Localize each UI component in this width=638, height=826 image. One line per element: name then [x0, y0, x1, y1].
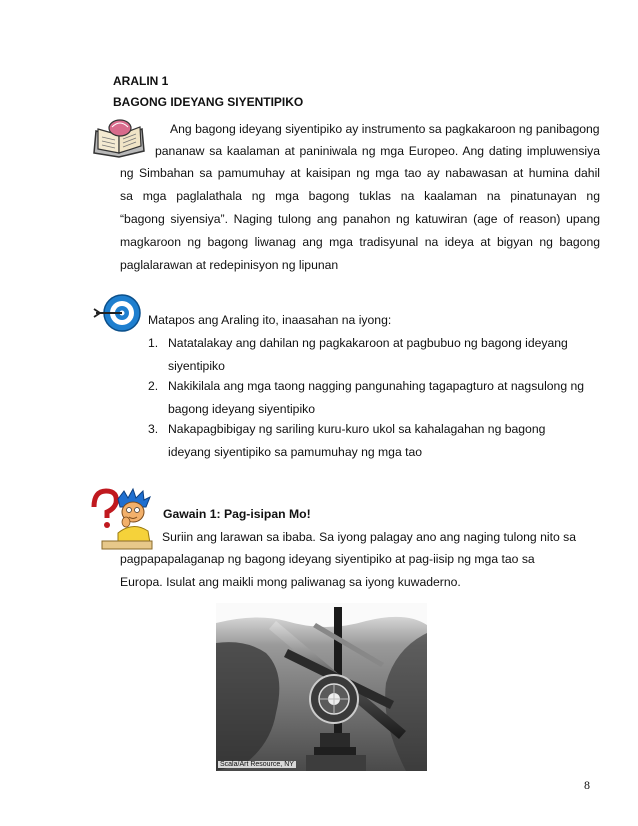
lesson-label: ARALIN 1 [113, 74, 169, 88]
objective-item-1 [148, 331, 608, 379]
objective-item-3 [148, 417, 608, 465]
photo-caption: Scala/Art Resource, NY [220, 761, 294, 768]
objective-text-cont: bagong ideyang siyentipiko [168, 402, 316, 416]
thinking-student-icon [88, 485, 160, 551]
lesson-title: BAGONG IDEYANG SIYENTIPIKO [113, 95, 304, 109]
objective-text: Nakikilala ang mga taong nagging pangunahing tagapagturo at nagsulong ng [168, 379, 585, 393]
objective-number: 2. [148, 379, 159, 393]
intro-line-5: “bagong siyensiya”. Naging tulong ang panahon ng katuwiran (age of reason) upang [120, 212, 600, 226]
intro-line-3: ng Simbahan sa pamumuhay at kaisipan ng mga tao ay nabawasan at humina dahil [120, 166, 600, 180]
activity-title: Gawain 1: Pag-isipan Mo! [163, 507, 311, 521]
activity-line-2: pagpapapalaganap ng bagong ideyang siyentipiko at pag-iisip ng mga tao sa [120, 552, 535, 566]
book-icon [90, 117, 148, 159]
page-number: 8 [584, 778, 590, 792]
objective-text-cont: siyentipiko [168, 359, 225, 373]
objective-number: 1. [148, 336, 159, 350]
intro-line-6: magkaroon ng bagong liwanag ang mga tradisyunal na ideya at bigyan ng bagong [120, 235, 600, 249]
intro-line-1: Ang bagong ideyang siyentipiko ay instrumento sa pagkakaroon ng panibagong [170, 122, 600, 136]
objective-item-2 [148, 374, 608, 422]
objective-text: Nakapagbibigay ng sariling kuru-kuro ukol sa kahalagahan ng bagong [168, 422, 546, 436]
target-icon [92, 290, 142, 336]
intro-line-2: pananaw sa kaalaman at paniniwala ng mga Europeo. Ang dating impluwensiya [155, 144, 600, 158]
activity-line-3: Europa. Isulat ang maikli mong paliwanag sa iyong kuwaderno. [120, 575, 461, 589]
objective-number: 3. [148, 422, 159, 436]
intro-line-7: paglalarawan at redepinisyon ng lipunan [120, 258, 339, 272]
objectives-intro: Matapos ang Araling ito, inaasahan na iyong: [148, 313, 392, 327]
activity-line-1: Suriin ang larawan sa ibaba. Sa iyong palagay ano ang naging tulong nito sa [162, 530, 577, 544]
instrument-photo [216, 603, 427, 771]
intro-line-4: sa mga paglalathala ng mga bagong tuklas na kaalaman na pinatunayan ng [120, 189, 600, 203]
objective-text: Natatalakay ang dahilan ng pagkakaroon at pagbubuo ng bagong ideyang [168, 336, 568, 350]
objective-text-cont: ideyang siyentipiko sa pamumuhay ng mga tao [168, 445, 423, 459]
instrument-illustration [216, 603, 427, 771]
